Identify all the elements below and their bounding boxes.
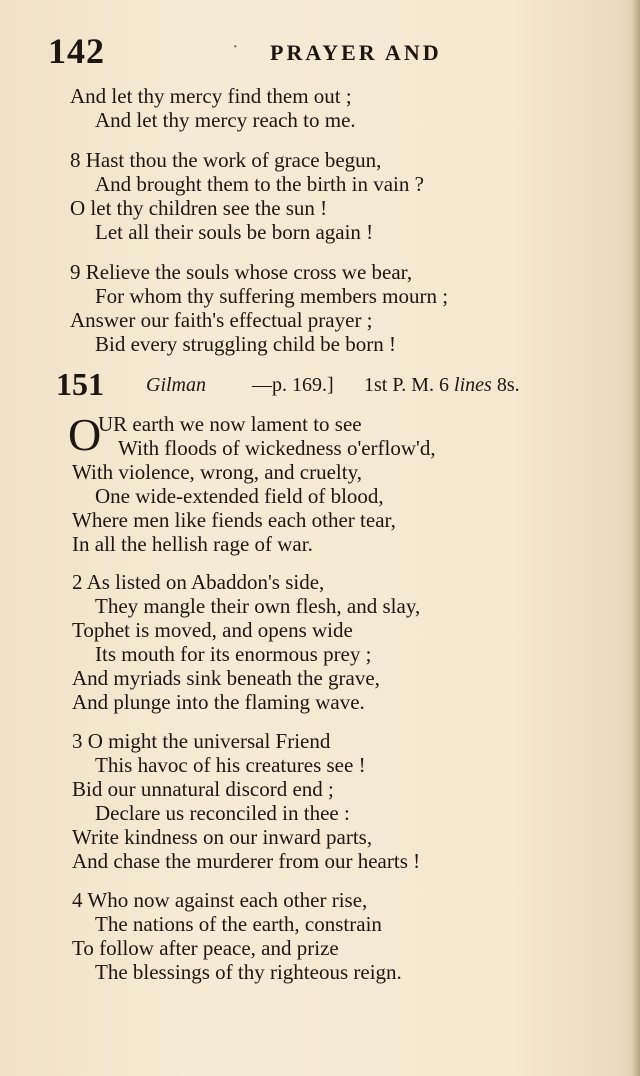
tune-name: Gilman — [146, 374, 206, 396]
text-line: 8 Hast thou the work of grace begun, — [70, 148, 382, 172]
page-header — [48, 30, 608, 74]
text-line: UR earth we now lament to see — [98, 412, 362, 436]
meter-suffix: 8s. — [496, 374, 520, 396]
text-line: O let thy children see the sun ! — [70, 196, 328, 220]
text-line: Where men like fiends each other tear, — [72, 508, 396, 532]
drop-cap: O — [68, 409, 102, 460]
text-line: Declare us reconciled in thee : — [95, 801, 350, 825]
meter — [364, 374, 520, 397]
text-line: The blessings of thy righteous reign. — [95, 960, 402, 984]
text-line: And chase the murderer from our hearts ! — [72, 849, 421, 873]
text-line: One wide-extended field of blood, — [95, 484, 384, 508]
text-line: And let thy mercy reach to me. — [95, 108, 356, 132]
text-line: In all the hellish rage of war. — [72, 532, 313, 556]
text-line: This havoc of his creatures see ! — [95, 753, 366, 777]
text-line: 9 Relieve the souls whose cross we bear, — [70, 260, 413, 284]
text-line: Bid every struggling child be born ! — [95, 332, 396, 356]
page-number: 142 — [48, 31, 105, 71]
text-line: Write kindness on our inward parts, — [72, 825, 373, 849]
text-line: 3 O might the universal Friend — [72, 729, 331, 753]
text-line: And brought them to the birth in vain ? — [95, 172, 424, 196]
text-line: Its mouth for its enormous prey ; — [95, 642, 372, 666]
text-line: And plunge into the flaming wave. — [72, 690, 365, 714]
text-line: Bid our unnatural discord end ; — [72, 777, 334, 801]
text-line: Answer our faith's effectual prayer ; — [70, 308, 373, 332]
hymn-number: 151 — [56, 366, 104, 402]
text-line: The nations of the earth, constrain — [95, 912, 382, 936]
header-ornament-dot: · — [232, 36, 239, 58]
text-line: They mangle their own flesh, and slay, — [95, 594, 421, 618]
text-line: And let thy mercy find them out ; — [70, 84, 352, 108]
meter-lines: lines — [454, 374, 492, 396]
tune-reference: —p. 169.] — [252, 374, 334, 396]
text-line: For whom thy suffering members mourn ; — [95, 284, 449, 308]
text-line: With floods of wickedness o'erflow'd, — [118, 436, 436, 460]
text-line: Tophet is moved, and opens wide — [72, 618, 353, 642]
page-edge-shadow — [632, 0, 640, 1076]
text-line: To follow after peace, and prize — [72, 936, 339, 960]
text-line: 2 As listed on Abaddon's side, — [72, 570, 325, 594]
text-line: And myriads sink beneath the grave, — [72, 666, 380, 690]
meter-prefix: 1st P. M. 6 — [364, 374, 450, 396]
hymn-heading — [56, 366, 596, 402]
text-line: Let all their souls be born again ! — [95, 220, 374, 244]
text-line: 4 Who now against each other rise, — [72, 888, 368, 912]
running-head: PRAYER AND — [270, 40, 442, 65]
text-line: With violence, wrong, and cruelty, — [72, 460, 362, 484]
